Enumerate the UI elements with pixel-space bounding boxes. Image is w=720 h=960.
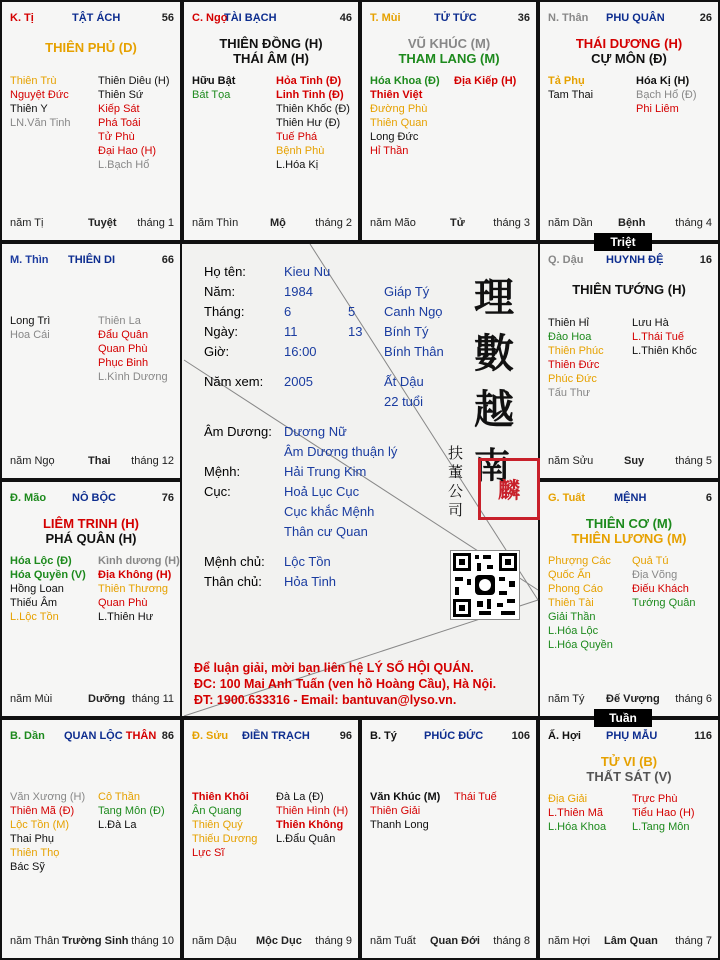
minor-star: Thiếu Dương <box>192 833 258 845</box>
thanchu-label: Thân chủ: <box>204 574 262 589</box>
minor-star: Hóa Quyền (V) <box>10 569 86 581</box>
minor-star: L.Bạch Hổ <box>98 159 150 171</box>
minor-star: Tử Phù <box>98 131 135 143</box>
minor-star: Điếu Khách <box>632 583 689 595</box>
minor-star: Thiên Khôi <box>192 791 249 803</box>
palace-stage: Thai <box>88 455 111 467</box>
minor-star: Thái Tuế <box>454 791 497 803</box>
main-star: LIÊM TRINH (H) <box>42 516 140 531</box>
main-star: THIÊN LƯƠNG (M) <box>571 531 687 546</box>
minor-star: Hồng Loan <box>10 583 64 595</box>
minor-star: Quan Phù <box>98 597 148 609</box>
cuc-label: Cục: <box>204 484 231 499</box>
menh-value: Hải Trung Kim <box>284 464 367 479</box>
minor-star: Thiên Trù <box>10 75 57 87</box>
palace-month: tháng 8 <box>493 935 530 947</box>
minor-star: Thiên Đức <box>548 359 600 371</box>
minor-star: Cô Thần <box>98 791 140 803</box>
hour-label: Giờ: <box>204 344 230 359</box>
minor-star: L.Thiên Mã <box>548 807 604 819</box>
palace-number: 96 <box>339 730 352 742</box>
minor-star: Tang Môn (Đ) <box>98 805 165 817</box>
month-lunar: 5 <box>348 304 356 319</box>
minor-star: Lộc Tồn (M) <box>10 819 70 831</box>
palace-year: năm Hợi <box>548 935 591 947</box>
minor-star: Thiên Thọ <box>10 847 60 859</box>
palace-than-marker: THÂN <box>125 730 157 742</box>
palace-year: năm Ngọ <box>10 455 55 467</box>
minor-star: Văn Khúc (M) <box>370 791 441 803</box>
palace-month: tháng 6 <box>675 693 712 705</box>
than-note: Thân cư Quan <box>284 524 368 539</box>
minor-star: Tam Thai <box>548 89 594 101</box>
minor-star: Phục Binh <box>98 357 149 369</box>
minor-star: Hỉ Thần <box>370 145 409 157</box>
palace-branch: N. Thân <box>548 12 589 24</box>
contact-line-2: ĐC: 100 Mai Anh Tuấn (ven hồ Hoàng Cầu), Hà Nội. <box>194 677 497 691</box>
minor-star: L.Hóa Lộc <box>548 625 599 637</box>
minor-star: L.Thiên Khốc <box>632 345 697 357</box>
palace-month: tháng 3 <box>493 217 530 229</box>
calligraphy-small <box>448 444 466 520</box>
palace-stage: Lâm Quan <box>604 935 658 947</box>
small-char: 扶 <box>448 444 464 462</box>
minor-star: Thiên Hỉ <box>548 317 589 329</box>
palace-name-text: MỆNH <box>614 492 647 504</box>
palace-name-text: TẬT ÁCH <box>72 12 121 24</box>
minor-star: Lực Sĩ <box>192 847 225 859</box>
minor-star: Thiên Y <box>10 103 48 115</box>
amduong-value: Dương Nữ <box>284 424 347 439</box>
name-label: Họ tên: <box>204 264 246 279</box>
minor-star: L.Hóa Quyền <box>548 639 613 651</box>
amduong-label: Âm Dương: <box>204 424 272 439</box>
minor-star: Thiên Thương <box>98 583 169 595</box>
palace-month: tháng 10 <box>131 935 174 947</box>
calligraphy-char-3: 越 <box>474 386 514 433</box>
minor-star: L.Thái Tuế <box>632 331 684 343</box>
minor-star: Tấu Thư <box>548 387 591 399</box>
cuc-value: Hoả Lục Cục <box>284 484 360 499</box>
minor-star: Giải Thần <box>548 611 596 623</box>
main-star: THÁI ÂM (H) <box>233 51 309 66</box>
palace-branch: G. Tuất <box>548 492 586 504</box>
month-can: Canh Ngọ <box>384 304 443 319</box>
main-star: TỬ VI (B) <box>600 754 658 769</box>
minor-star: Ân Quang <box>192 805 242 817</box>
palace-number: 6 <box>705 492 712 504</box>
minor-star: Thiên Hình (H) <box>276 805 349 817</box>
palace-year: năm Thân <box>10 935 60 947</box>
age-value: 22 tuổi <box>384 394 424 409</box>
main-star: THÁI DƯƠNG (H) <box>575 36 683 51</box>
year-label: Năm: <box>204 284 236 299</box>
palace-number: 16 <box>699 254 712 266</box>
minor-star: L.Lộc Tồn <box>10 611 59 623</box>
minor-star: Hóa Khoa (Đ) <box>370 75 440 87</box>
minor-star: Đại Hao (H) <box>98 145 157 157</box>
minor-star: Đẩu Quân <box>98 329 149 341</box>
minor-star: Thiên Phúc <box>548 345 604 357</box>
minor-star: Long Đức <box>370 131 419 143</box>
palace-number: 116 <box>694 730 712 742</box>
year-can: Giáp Tý <box>384 284 430 299</box>
main-star: THIÊN ĐỒNG (H) <box>219 36 323 51</box>
palace-stage: Dưỡng <box>88 693 126 705</box>
palace-name-text: THIÊN DI <box>68 254 116 266</box>
main-star: THIÊN CƠ (M) <box>585 516 673 531</box>
palace-branch: M. Thìn <box>10 254 49 266</box>
minor-star: Quốc Ấn <box>548 569 591 581</box>
minor-star: Thiên Sứ <box>98 89 144 101</box>
palace-name-text: TỬ TỨC <box>434 12 477 24</box>
minor-star: Linh Tinh (Đ) <box>276 89 344 101</box>
calligraphy-char-1: 理 <box>474 274 514 321</box>
minor-star: Thanh Long <box>370 819 429 831</box>
palace-stage: Mộc Dục <box>256 935 302 947</box>
palace-name-text: ĐIỀN TRẠCH <box>242 730 310 742</box>
minor-star: Kình dương (H) <box>98 555 180 567</box>
main-star: THIÊN PHỦ (D) <box>45 40 137 55</box>
palace-month: tháng 12 <box>131 455 174 467</box>
month-label: Tháng: <box>204 304 245 319</box>
amduong-note: Âm Dương thuận lý <box>284 444 398 459</box>
palace-year: năm Mão <box>370 217 416 229</box>
minor-star: Phi Liêm <box>636 103 679 115</box>
minor-star: Đường Phù <box>370 103 428 115</box>
minor-star: L.Đẩu Quân <box>276 833 336 845</box>
minor-star: Thiên Hư (Đ) <box>276 117 341 129</box>
palace-stage: Suy <box>624 455 645 467</box>
palace-year: năm Mùi <box>10 693 53 705</box>
minor-star: Hóa Lộc (Đ) <box>10 555 72 567</box>
palace-stage: Bệnh <box>618 217 646 229</box>
day-solar: 11 <box>284 324 298 339</box>
tuan-tag: Tuần <box>594 709 652 727</box>
palace-name-text: PHU QUÂN <box>606 12 665 24</box>
minor-star: Hữu Bật <box>192 75 236 87</box>
palace-branch: B. Tý <box>370 730 397 742</box>
palace-year: năm Sửu <box>548 455 594 467</box>
view-year-value: 2005 <box>284 374 313 389</box>
minor-star: Địa Kiếp (H) <box>454 75 517 87</box>
minor-star: Tả Phụ <box>548 75 585 87</box>
minor-star: Địa Giải <box>548 793 588 805</box>
minor-star: Thiên Mã (Đ) <box>10 805 75 817</box>
minor-star: Thiên Việt <box>370 89 423 101</box>
minor-star: Bát Tọa <box>192 89 231 101</box>
month-solar: 6 <box>284 304 292 319</box>
palace-branch: Q. Dậu <box>548 254 584 266</box>
minor-star: Tướng Quân <box>632 597 696 609</box>
year-value: 1984 <box>284 284 313 299</box>
palace-year: năm Tý <box>548 693 585 705</box>
minor-star: Thiên La <box>98 315 141 327</box>
palace-branch: Đ. Mão <box>10 492 47 504</box>
minor-star: Thiếu Âm <box>10 597 58 609</box>
minor-star: Đà La (Đ) <box>276 791 324 803</box>
minor-star: Lưu Hà <box>632 317 669 329</box>
menhchu-value: Lộc Tồn <box>284 554 331 569</box>
minor-star: Bác Sỹ <box>10 861 45 873</box>
main-star: PHÁ QUÂN (H) <box>45 531 137 546</box>
palace-name-text: HUYNH ĐỆ <box>606 254 664 266</box>
minor-star: L.Hóa Kị <box>276 159 319 171</box>
palace-stage: Mộ <box>270 217 286 229</box>
palace-branch: B. Dần <box>10 730 45 742</box>
palace-stage: Quan Đới <box>430 935 480 947</box>
palace-name-text: QUAN LỘC <box>64 730 123 742</box>
palace-number: 36 <box>517 12 530 24</box>
main-star: THIÊN TƯỚNG (H) <box>572 282 686 297</box>
minor-star: Thai Phụ <box>10 833 55 845</box>
minor-star: Tiểu Hao (H) <box>632 807 695 819</box>
center-info-panel <box>182 242 538 718</box>
minor-star: Hóa Kị (H) <box>636 75 690 87</box>
minor-star: L.Thiên Hư <box>98 611 154 623</box>
palace-branch: T. Mùi <box>370 12 401 24</box>
minor-star: Phượng Các <box>548 555 611 567</box>
qr-code[interactable] <box>450 550 520 620</box>
palace-stage: Tuyệt <box>88 217 117 229</box>
day-lunar: 13 <box>348 324 363 339</box>
hour-value: 16:00 <box>284 344 317 359</box>
minor-star: LN.Văn Tinh <box>10 117 71 129</box>
palace-year: năm Tuất <box>370 935 416 947</box>
minor-star: Phong Cáo <box>548 583 604 595</box>
palace-name-text: PHÚC ĐỨC <box>424 730 484 742</box>
palace-number: 66 <box>161 254 174 266</box>
minor-star: Đào Hoa <box>548 331 592 343</box>
minor-star: Trực Phù <box>632 793 678 805</box>
minor-star: Thiên Diêu (H) <box>98 75 170 87</box>
palace-name-text: PHỤ MẪU <box>606 730 658 742</box>
cuc-note: Cục khắc Mệnh <box>284 504 375 519</box>
minor-star: L.Hóa Khoa <box>548 821 607 833</box>
seal-char: 麟 <box>497 477 520 504</box>
main-star: CỰ MÔN (Đ) <box>591 51 667 66</box>
menh-label: Mệnh: <box>204 464 241 479</box>
palace-month: tháng 9 <box>315 935 352 947</box>
minor-star: Thiên Không <box>276 819 344 831</box>
main-star: THẤT SÁT (V) <box>586 769 672 784</box>
palace-number: 106 <box>511 730 530 742</box>
contact-line-3[interactable]: ĐT: 1900.633316 - Email: bantuvan@lyso.vn. <box>194 693 457 707</box>
palace-branch: Đ. Sửu <box>192 730 229 742</box>
view-year-label: Năm xem: <box>204 374 264 389</box>
red-seal <box>478 458 540 520</box>
palace-number: 86 <box>161 730 174 742</box>
hour-can: Bính Thân <box>384 344 444 359</box>
minor-star: Địa Võng <box>632 569 678 581</box>
small-char: 公 <box>448 482 464 500</box>
minor-star: L.Kình Dương <box>98 371 168 383</box>
calligraphy-char-2: 數 <box>474 330 514 377</box>
palace-number: 56 <box>161 12 174 24</box>
palace-number: 26 <box>699 12 712 24</box>
minor-star: Long Trì <box>10 315 51 327</box>
palace-stage: Đế Vượng <box>606 693 660 705</box>
palace-year: năm Dần <box>548 217 593 229</box>
minor-star: Thiên Quan <box>370 117 428 129</box>
palace-name-text: NÔ BỘC <box>72 492 116 504</box>
minor-star: Thiên Giải <box>370 805 421 817</box>
minor-star: L.Tang Môn <box>632 821 690 833</box>
small-char: 董 <box>448 463 464 481</box>
minor-star: Quả Tú <box>632 555 669 567</box>
view-year-can: Ất Dậu <box>384 374 424 389</box>
palace-month: tháng 1 <box>137 217 174 229</box>
minor-star: Quan Phù <box>98 343 148 355</box>
palace-month: tháng 2 <box>315 217 352 229</box>
palace-month: tháng 11 <box>131 693 174 705</box>
minor-star: L.Đà La <box>98 819 137 831</box>
palace-branch: C. Ngọ <box>192 12 228 24</box>
minor-star: Phúc Đức <box>548 373 597 385</box>
palace-year: năm Dậu <box>192 935 237 947</box>
palace-year: năm Thìn <box>192 217 239 229</box>
triet-tag: Triệt <box>594 233 652 251</box>
minor-star: Phá Toái <box>98 117 141 129</box>
palace-year: năm Tị <box>10 217 44 229</box>
palace-number: 76 <box>161 492 174 504</box>
minor-star: Bạch Hổ (Đ) <box>636 89 697 101</box>
minor-star: Nguyệt Đức <box>10 89 69 101</box>
palace-month: tháng 5 <box>675 455 712 467</box>
palace-name-text: TÀI BẠCH <box>224 12 277 24</box>
contact-line-1: Để luận giải, mời bạn liên hệ LÝ SỐ HỘI QUÁN. <box>194 661 474 675</box>
palace-branch: K. Tị <box>10 12 34 24</box>
minor-star: Thiên Khốc (Đ) <box>276 103 350 115</box>
thanchu-value: Hỏa Tinh <box>284 574 337 589</box>
small-char: 司 <box>448 501 464 519</box>
minor-star: Thiên Quý <box>192 819 243 831</box>
minor-star: Địa Không (H) <box>98 569 172 581</box>
palace-branch: Ấ. Hợi <box>548 730 581 742</box>
minor-star: Hoa Cái <box>10 329 50 341</box>
name-value: Kieu Nu <box>284 264 331 279</box>
main-star: VŨ KHÚC (M) <box>407 36 491 51</box>
minor-star: Hỏa Tinh (Đ) <box>276 75 342 87</box>
day-can: Bính Tý <box>384 324 429 339</box>
main-star: THAM LANG (M) <box>398 51 500 66</box>
calligraphy-char-4: 南 <box>474 445 511 487</box>
menhchu-label: Mệnh chủ: <box>204 554 265 569</box>
minor-star: Thiên Tài <box>548 597 594 609</box>
minor-star: Văn Xương (H) <box>10 791 86 803</box>
minor-star: Bệnh Phù <box>276 145 325 157</box>
palace-number: 46 <box>339 12 352 24</box>
palace-stage: Trường Sinh <box>62 935 129 947</box>
minor-star: Kiếp Sát <box>98 103 140 115</box>
day-label: Ngày: <box>204 324 238 339</box>
minor-star: Tuế Phá <box>276 131 318 143</box>
palace-stage: Tử <box>450 217 465 229</box>
palace-month: tháng 7 <box>675 935 712 947</box>
palace-month: tháng 4 <box>675 217 712 229</box>
